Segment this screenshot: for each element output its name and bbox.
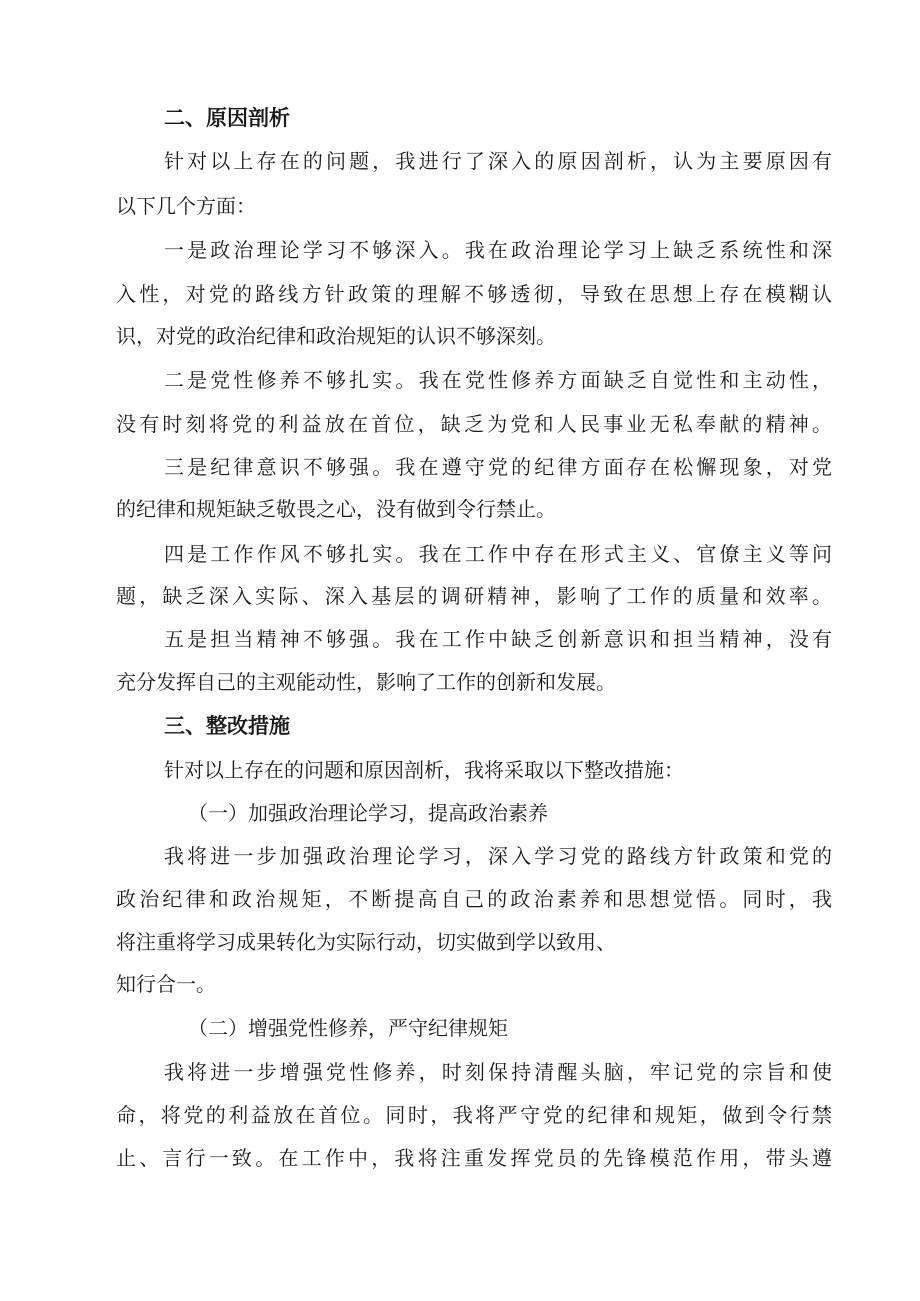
paragraph-line: 识，对党的政治纪律和政治规矩的认识不够深刻。 (116, 324, 556, 348)
paragraph-line: 四是工作作风不够扎实。我在工作中存在形式主义、官僚主义等问 (164, 542, 832, 566)
paragraph-line: 命，将党的利益放在首位。同时，我将严守党的纪律和规矩，做到令行禁 (116, 1103, 832, 1127)
paragraph-line: 入性，对党的路线方针政策的理解不够透彻，导致在思想上存在模糊认 (116, 282, 832, 306)
subheading-measure-2: （二）增强党性修养，严守纪律规矩 (188, 1016, 508, 1040)
paragraph-line: 一是政治理论学习不够深入。我在政治理论学习上缺乏系统性和深 (164, 238, 832, 262)
paragraph-line: 二是党性修养不够扎实。我在党性修养方面缺乏自觉性和主动性， (164, 368, 832, 392)
paragraph-line: 五是担当精神不够强。我在工作中缺乏创新意识和担当精神，没有 (164, 627, 832, 651)
paragraph-line: 以下几个方面： (116, 194, 256, 218)
paragraph-line: 知行合一。 (116, 972, 216, 996)
paragraph-line: 针对以上存在的问题，我进行了深入的原因剖析，认为主要原因有 (164, 149, 832, 173)
paragraph-line: 充分发挥自己的主观能动性，影响了工作的创新和发展。 (116, 670, 616, 694)
paragraph-line: 将注重将学习成果转化为实际行动，切实做到学以致用、 (116, 930, 616, 954)
paragraph-line: 止、言行一致。在工作中，我将注重发挥党员的先锋模范作用，带头遵 (116, 1146, 832, 1170)
paragraph-line: 我将进一步加强政治理论学习，深入学习党的路线方针政策和党的 (164, 844, 832, 868)
paragraph-line: 政治纪律和政治规矩，不断提高自己的政治素养和思想觉悟。同时，我 (116, 887, 832, 911)
paragraph-line: 的纪律和规矩缺乏敬畏之心，没有做到令行禁止。 (116, 497, 556, 521)
paragraph-line: 我将进一步增强党性修养，时刻保持清醒头脑，牢记党的宗旨和使 (164, 1060, 832, 1084)
subheading-measure-1: （一）加强政治理论学习，提高政治素养 (188, 801, 548, 825)
paragraph-line: 针对以上存在的问题和原因剖析，我将采取以下整改措施： (164, 758, 684, 782)
paragraph-line: 题，缺乏深入实际、深入基层的调研精神，影响了工作的质量和效率。 (116, 584, 832, 608)
section-heading-causes: 二、原因剖析 (164, 106, 290, 130)
section-heading-measures: 三、整改措施 (164, 714, 290, 738)
paragraph-line: 三是纪律意识不够强。我在遵守党的纪律方面存在松懈现象，对党 (164, 455, 832, 479)
paragraph-line: 没有时刻将党的利益放在首位，缺乏为党和人民事业无私奉献的精神。 (116, 412, 832, 436)
